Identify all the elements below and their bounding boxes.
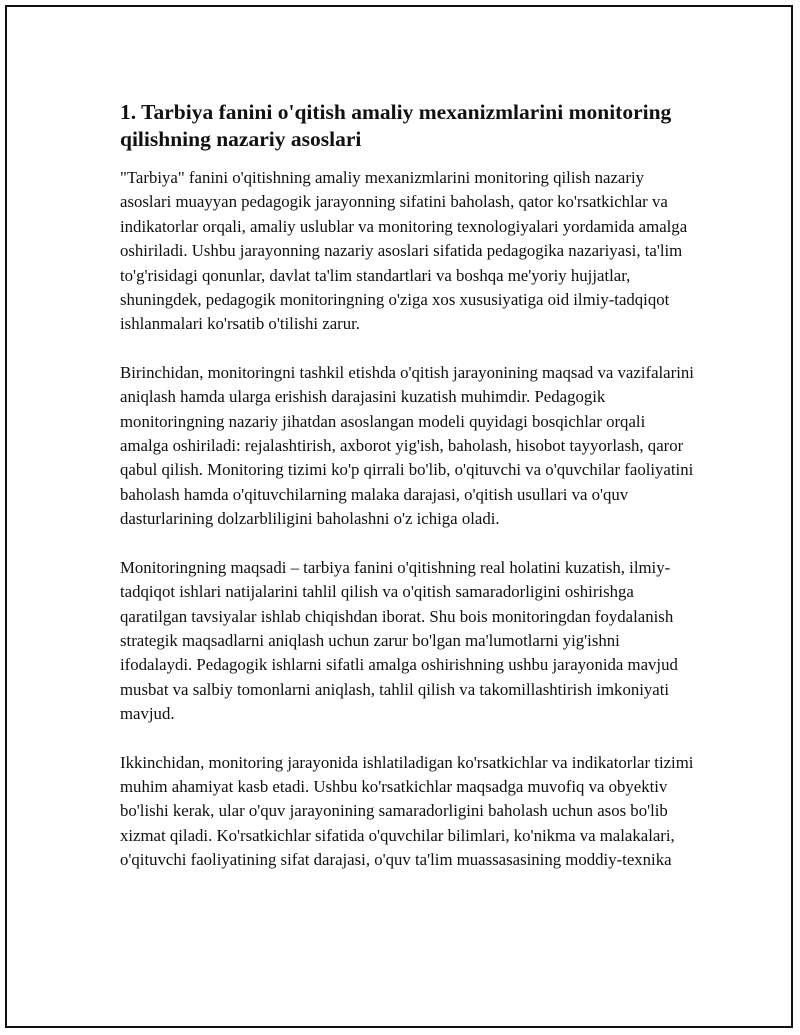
paragraph-4: Ikkinchidan, monitoring jarayonida ishlatiladigan ko'rsatkichlar va indikatorlar tizimi muhim ahamiyat kasb etadi. Ushbu ko'rsatkichlar maqsadga muvofiq va obyektiv bo'lishi kerak, ular o'quv jarayonining samaradorligini baholash uchun asos bo'lib xizmat qiladi. Ko'rsatkichlar sifatida o'quvchilar bilimlari, ko'nikma va malakalari, o'qituvchi faoliyatining sifat darajasi, o'quv ta'lim muassasasining moddiy-texnika [120, 752, 694, 870]
paragraph-1: "Tarbiya" fanini o'qitishning amaliy mexanizmlarini monitoring qilish nazariy asoslari muayyan pedagogik jarayonning sifatini baholash, qator ko'rsatkichlar va indikatorlar orqali, amaliy uslublar va monitoring texnologiyalari yordamida amalga oshiriladi. Ushbu jarayonning nazariy asoslari sifatida pedagogika nazariyasi, ta'lim to'g'risidagi qonunlar, davlat ta'lim standartlari va boshqa me'yoriy hujjatlar, shuningdek, pedagogik monitoringning o'ziga xos xususiyatiga oid ilmiy-tadqiqot ishlanmalari ko'rsatib o'tilishi zarur. [120, 168, 688, 334]
paragraph-3: Monitoringning maqsadi – tarbiya fanini o'qitishning real holatini kuzatish, ilmiy-tadqiqot ishlari natijalarini tahlil qilish va o'qitish samaradorligini oshirishga qaratilgan tavsiyalar ishlab chiqishdan iborat. Shu bois monitoringdan foydalanish strategik maqsadlarni aniqlash uchun zarur bo'lgan ma'lumotlarni yig'ishni ifodalaydi. Pedagogik ishlarni sifatli amalga oshirishning ushbu jarayonida mavjud musbat va salbiy tomonlarni aniqlash, tahlil qilish va takomillashtirish imkoniyati mavjud. [120, 557, 678, 724]
paragraph-2: Birinchidan, monitoringni tashkil etishda o'qitish jarayonining maqsad va vazifalarini aniqlash hamda ularga erishish darajasini kuzatish muhimdir. Pedagogik monitoringning nazariy jihatdan asoslangan modeli quyidagi bosqichlar orqali amalga oshiriladi: rejalashtirish, axborot yig'ish, baholash, hisobot tayyorlash, qaror qabul qilish. Monitoring tizimi ko'p qirrali bo'lib, o'qituvchi va o'quvchilar faoliyatini baholash hamda o'qituvchilarning malaka darajasi, o'qitish usullari va o'quv dasturlarining dolzarbliligini baholashni o'z ichiga oladi. [120, 362, 694, 529]
document-page [5, 5, 793, 1028]
document-content [120, 99, 695, 897]
section-heading: 1. Tarbiya fanini o'qitish amaliy mexanizmlarini monitoring qilishning nazariy asoslari [120, 100, 672, 151]
